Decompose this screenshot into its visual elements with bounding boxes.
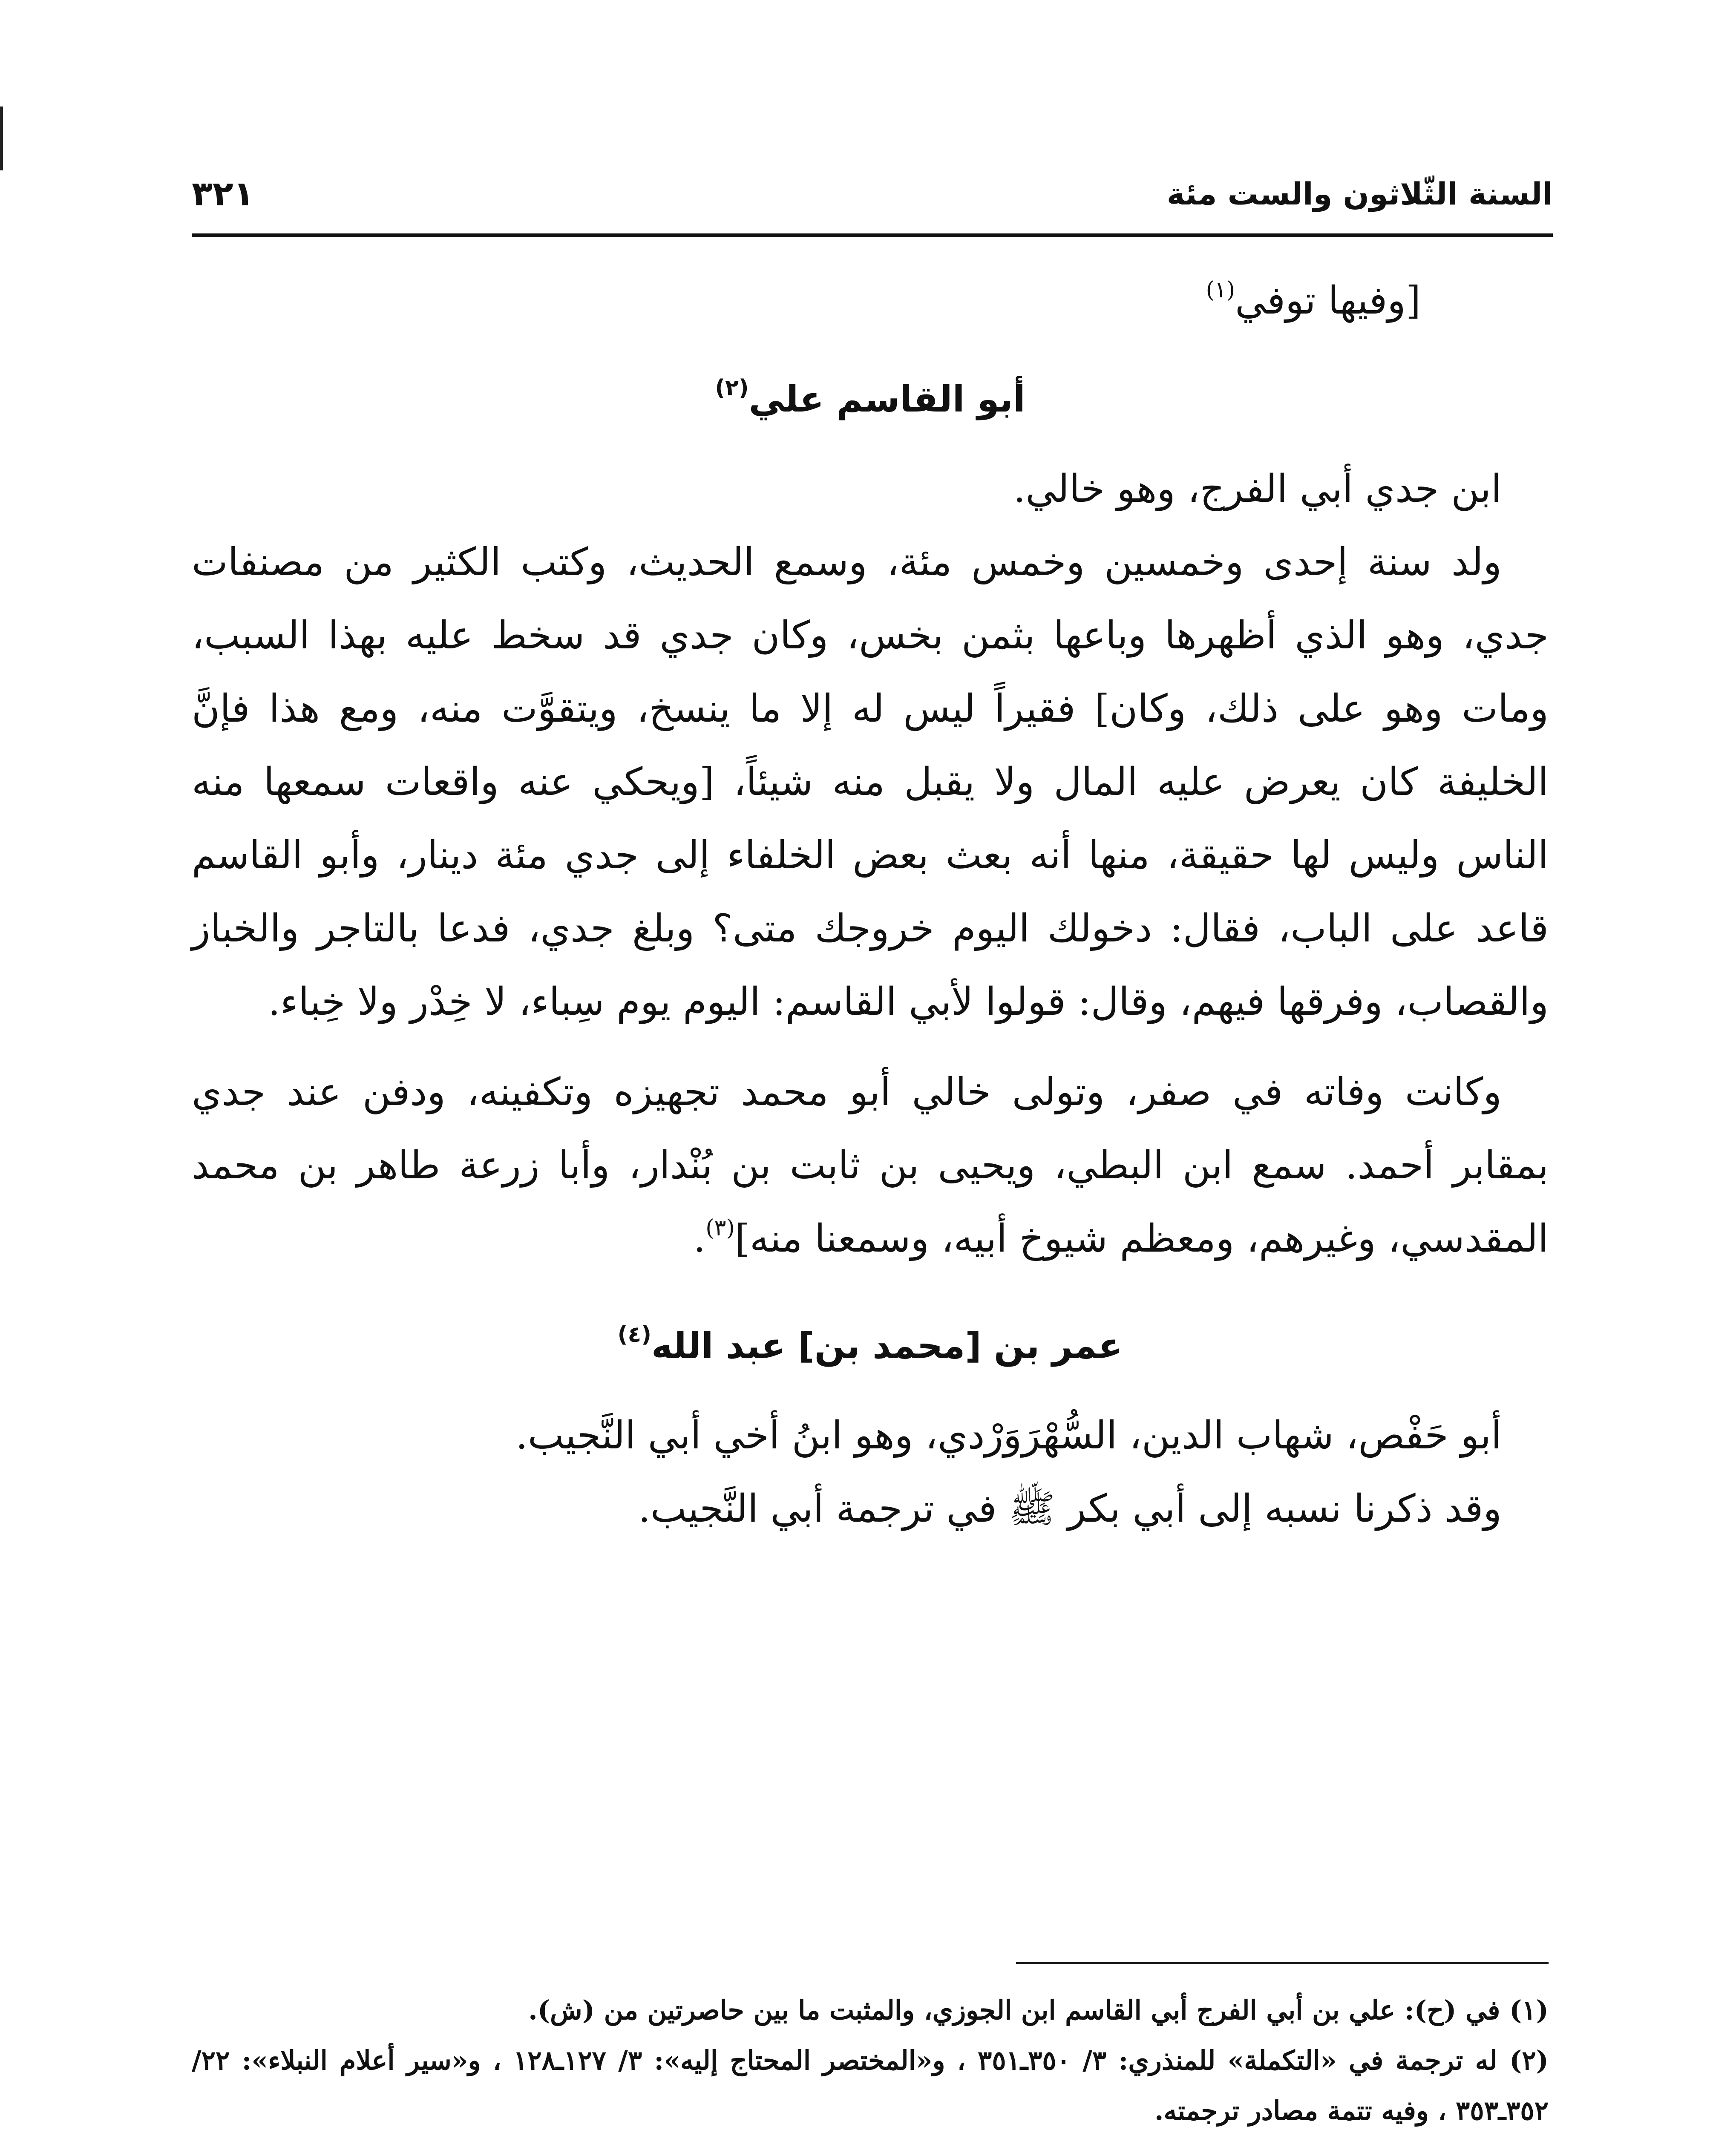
footnote-ref-2: (٢): [715, 375, 749, 401]
paragraph-3-end: .: [693, 1216, 706, 1261]
footnote-rule: [1016, 1962, 1549, 1964]
footnote-2-text: له ترجمة في «التكملة» للمنذري: ٣/ ٣٥٠ـ٣٥١ ، و«المختصر المحتاج إليه»: ٣/ ١٢٧ـ١٢٨ ، و«سير أعلام النبلاء»: ٢٢/ ٣٥٢ـ٣٥٣ ، وفيه تتمة مصادر ترجمته.: [192, 2045, 1549, 2126]
paragraph-1: ابن جدي أبي الفرج، وهو خالي.: [1013, 466, 1502, 511]
paragraph-2: ولد سنة إحدى وخمسين وخمس مئة، وسمع الحديث، وكتب الكثير من مصنفات جدي، وهو الذي أظهرها وباعها بثمن بخس، وكان جدي قد سخط عليه بهذا السبب، ومات وهو على ذلك، وكان] فقيراً ليس له إلا ما ينسخ، ويتقوَّت منه، ومع هذا فإنَّ الخليفة كان يعرض عليه المال ولا يقبل منه شيئاً، [ويحكي عنه واقعات سمعها منه الناس وليس لها حقيقة، منها أنه بعث بعض الخلفاء إلى جدي مئة دينار، وأبو القاسم قاعد على الباب، فقال: دخولك اليوم خروجك متى؟ وبلغ جدي، فدعا بالتاجر والخباز والقصاب، وفرقها فيهم، وقال: قولوا لأبي القاسم: اليوم يوم سِباء، لا خِدْر ولا خِباء.: [192, 540, 1549, 1024]
footnote-ref-4: (٤): [617, 1322, 651, 1347]
running-title: السنة الثّلاثون والست مئة: [1166, 176, 1553, 212]
paragraph-4: أبو حَفْص، شهاب الدين، السُّهْرَوَرْدي، وهو ابنُ أخي أبي النَّجيب.: [515, 1413, 1502, 1458]
entry-heading-1: [192, 363, 1549, 435]
paragraph-3-text: وكانت وفاته في صفر، وتولى خالي أبو محمد تجهيزه وتكفينه، ودفن عند جدي بمقابر أحمد. سمع ابن البطي، ويحيى بن ثابت بن بُنْدار، وأبا زرعة طاهر بن محمد المقدسي، وغيرهم، ومعظم شيوخ أبيه، وسمعنا منه]: [192, 1070, 1549, 1261]
header-rule: [192, 233, 1553, 237]
footnote-ref-1: (١): [1206, 277, 1235, 303]
footnote-1-text: في (ح): علي بن أبي الفرج أبي القاسم ابن الجوزي، والمثبت ما بين حاصرتين من (ش).: [528, 1995, 1500, 2026]
paragraph-5: وقد ذكرنا نسبه إلى أبي بكر ﷺ في ترجمة أبي النَّجيب.: [638, 1486, 1502, 1531]
footnotes: [192, 1985, 1549, 2130]
page-number: ٣٢١: [192, 174, 254, 213]
entry-heading-2: [192, 1310, 1549, 1382]
lead-text: [وفيها توفي: [1235, 278, 1421, 323]
entry-heading-1-text: أبو القاسم علي: [749, 378, 1025, 420]
entry-heading-2-text: عمر بن [محمد بن] عبد الله: [651, 1325, 1123, 1367]
footnote-ref-3: (٣): [705, 1215, 735, 1241]
scan-margin-mark: [0, 106, 3, 170]
footnote-2-number: (٢): [1509, 2045, 1549, 2076]
footnote-1-number: (١): [1509, 1995, 1549, 2026]
footnote-2: [192, 2035, 1549, 2130]
footnote-1: [192, 1985, 1549, 2035]
main-text: [192, 256, 1549, 1546]
page-header: [192, 170, 1553, 226]
lead-line: [192, 264, 1549, 337]
paragraph-3: [192, 1056, 1549, 1275]
